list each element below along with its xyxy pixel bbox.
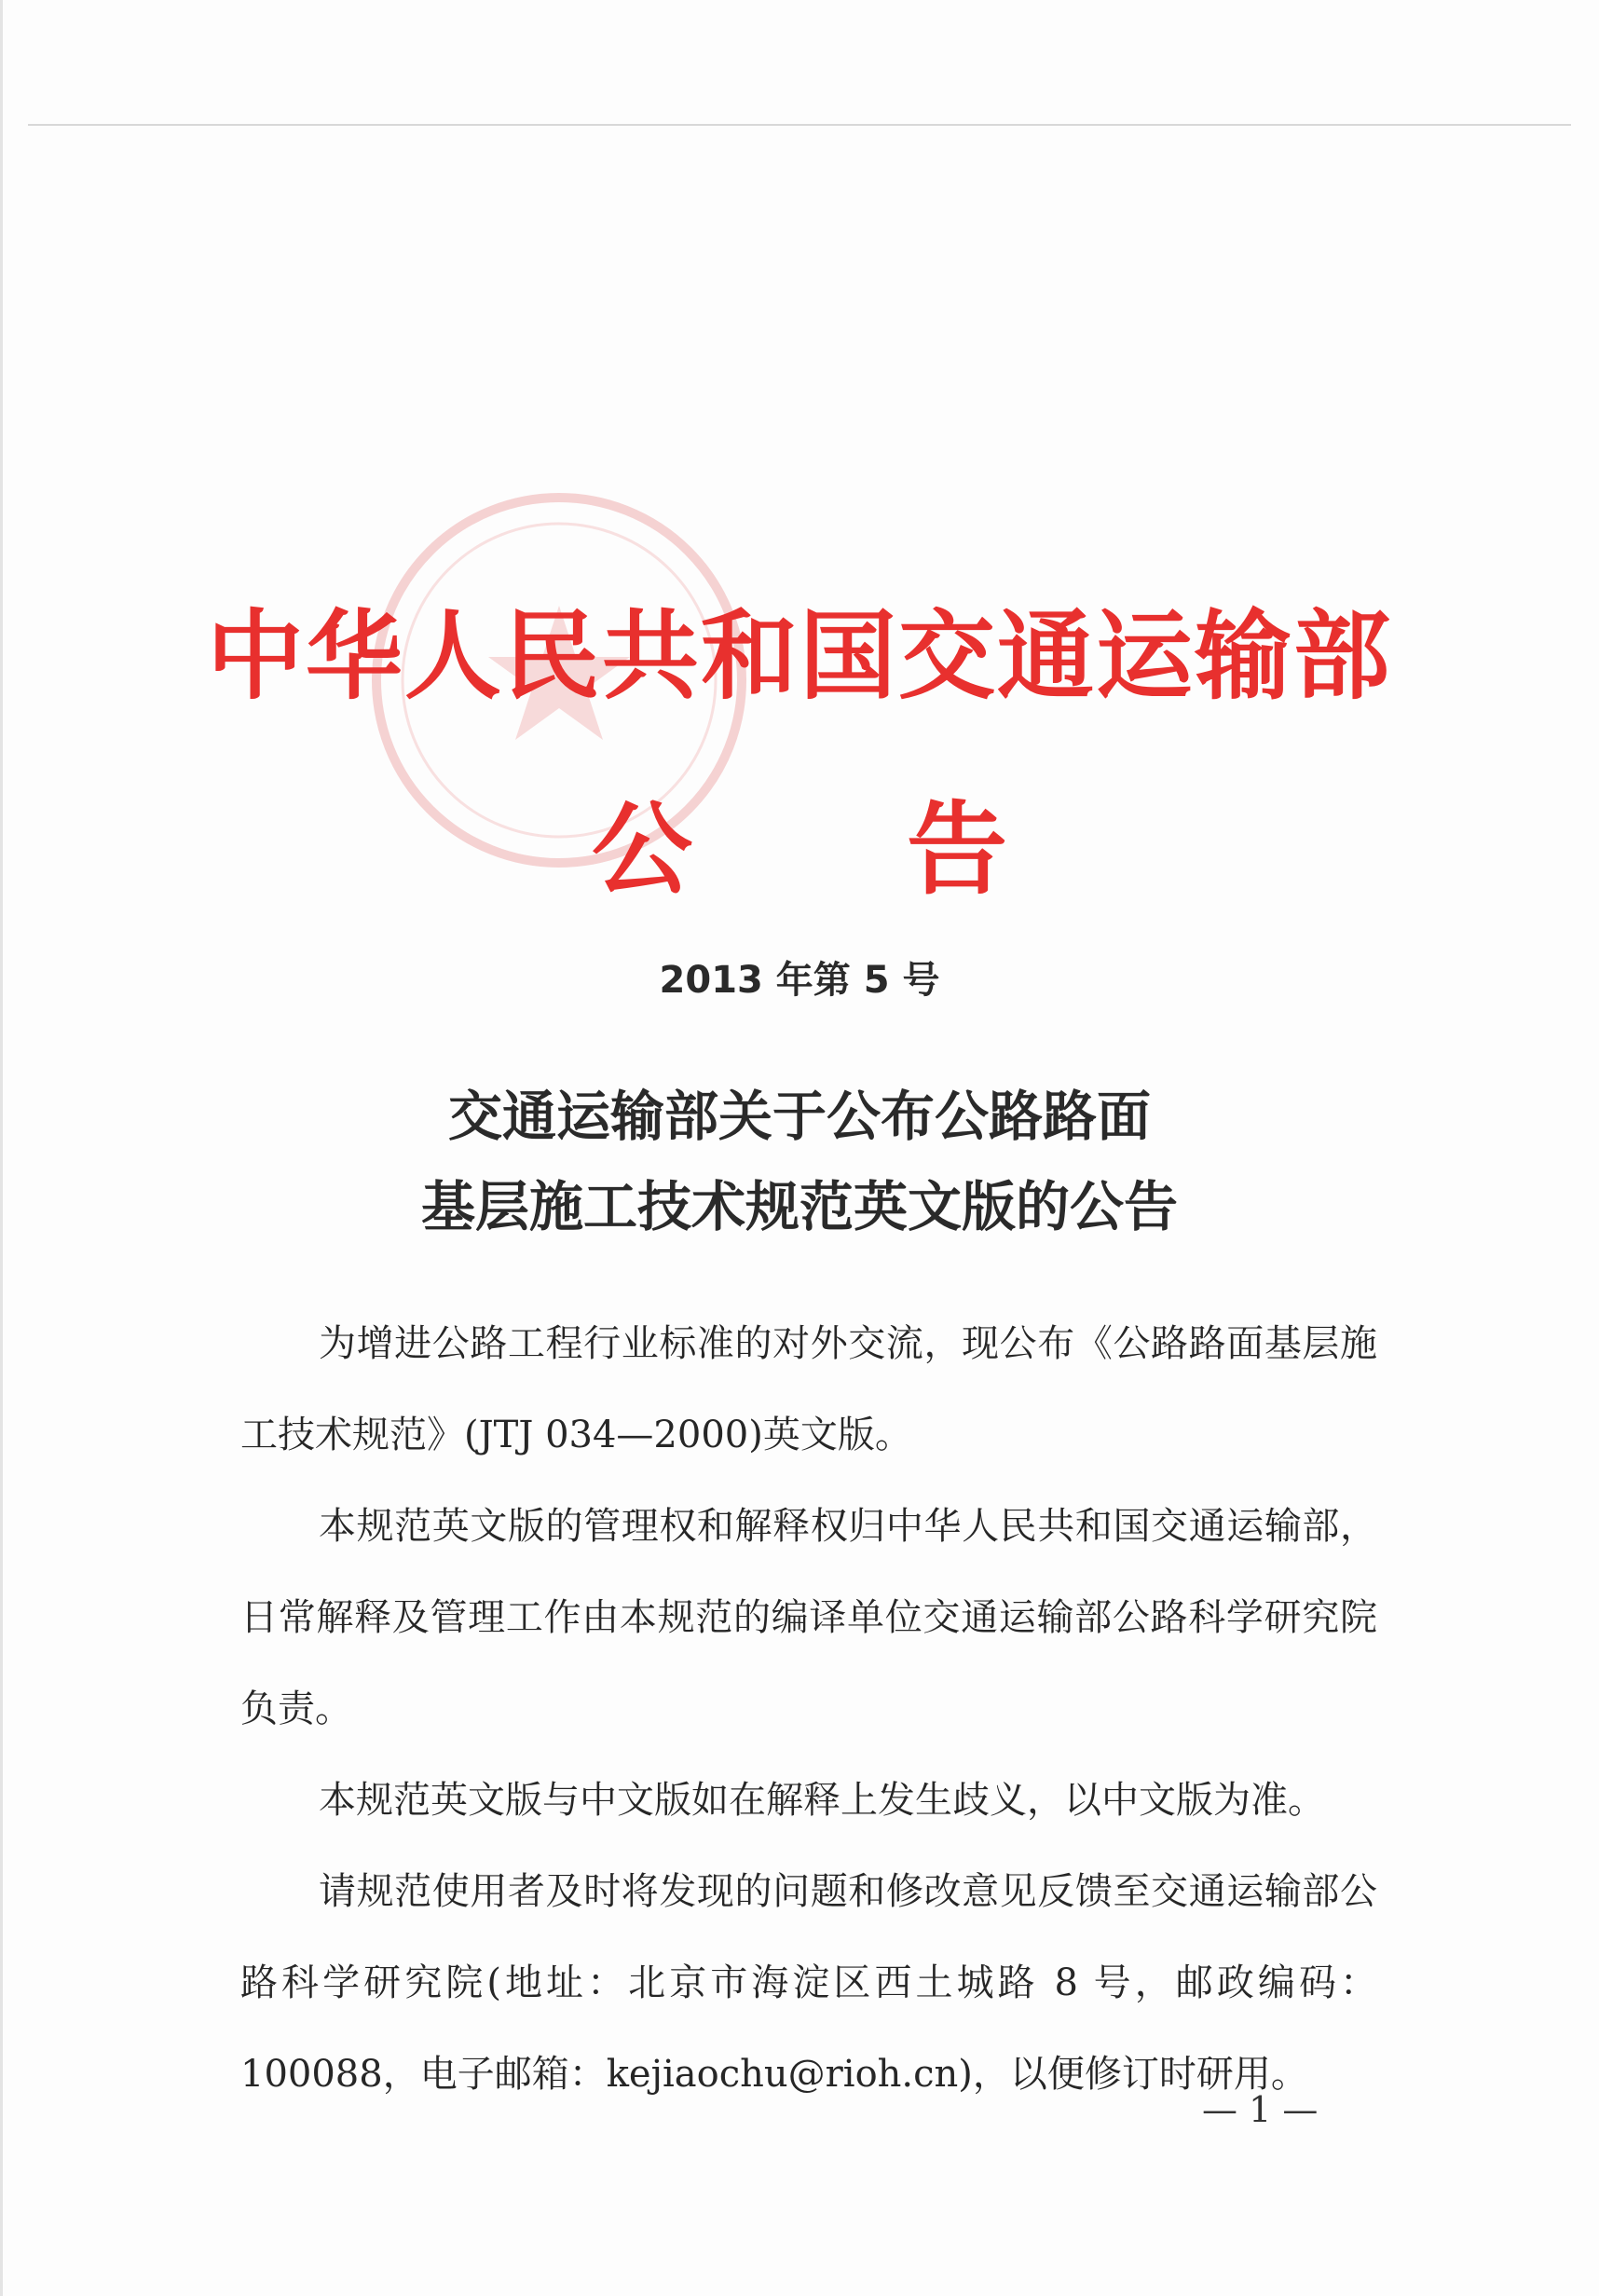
title-line-1: 交通运输部关于公布公路路面 xyxy=(447,1085,1151,1148)
doc-type-char-2: 告 xyxy=(907,792,1008,909)
issuer-name: 中华人民共和国交通运输部 xyxy=(206,599,1392,713)
top-rule xyxy=(28,124,1571,126)
body-text xyxy=(240,1298,1377,2120)
page-number: — 1 — xyxy=(1202,2089,1319,2130)
document-type xyxy=(0,769,1599,913)
document-number: 2013 年第 5 号 xyxy=(659,959,940,1002)
document-title xyxy=(0,1072,1599,1252)
paragraph: 本规范英文版与中文版如在解释上发生歧义，以中文版为准。 xyxy=(319,1779,1325,1822)
paragraph: 为增进公路工程行业标准的对外交流，现公布《公路路面基层施工技术规范》(JTJ 034—2000)英文版。 xyxy=(240,1322,1377,1456)
title-line-2: 基层施工技术规范英文版的公告 xyxy=(420,1175,1178,1238)
doc-type-char-1: 公 xyxy=(591,792,692,909)
paragraph: 本规范英文版的管理权和解释权归中华人民共和国交通运输部，日常解释及管理工作由本规范的编译单位交通运输部公路科学研究院负责。 xyxy=(240,1505,1377,1730)
paragraph: 请规范使用者及时将发现的问题和修改意见反馈至交通运输部公路科学研究院(地址：北京市海淀区西土城路 8 号，邮政编码：100088，电子邮箱：kejiaochu@rioh.cn)，以便修订时研用。 xyxy=(240,1870,1377,2096)
